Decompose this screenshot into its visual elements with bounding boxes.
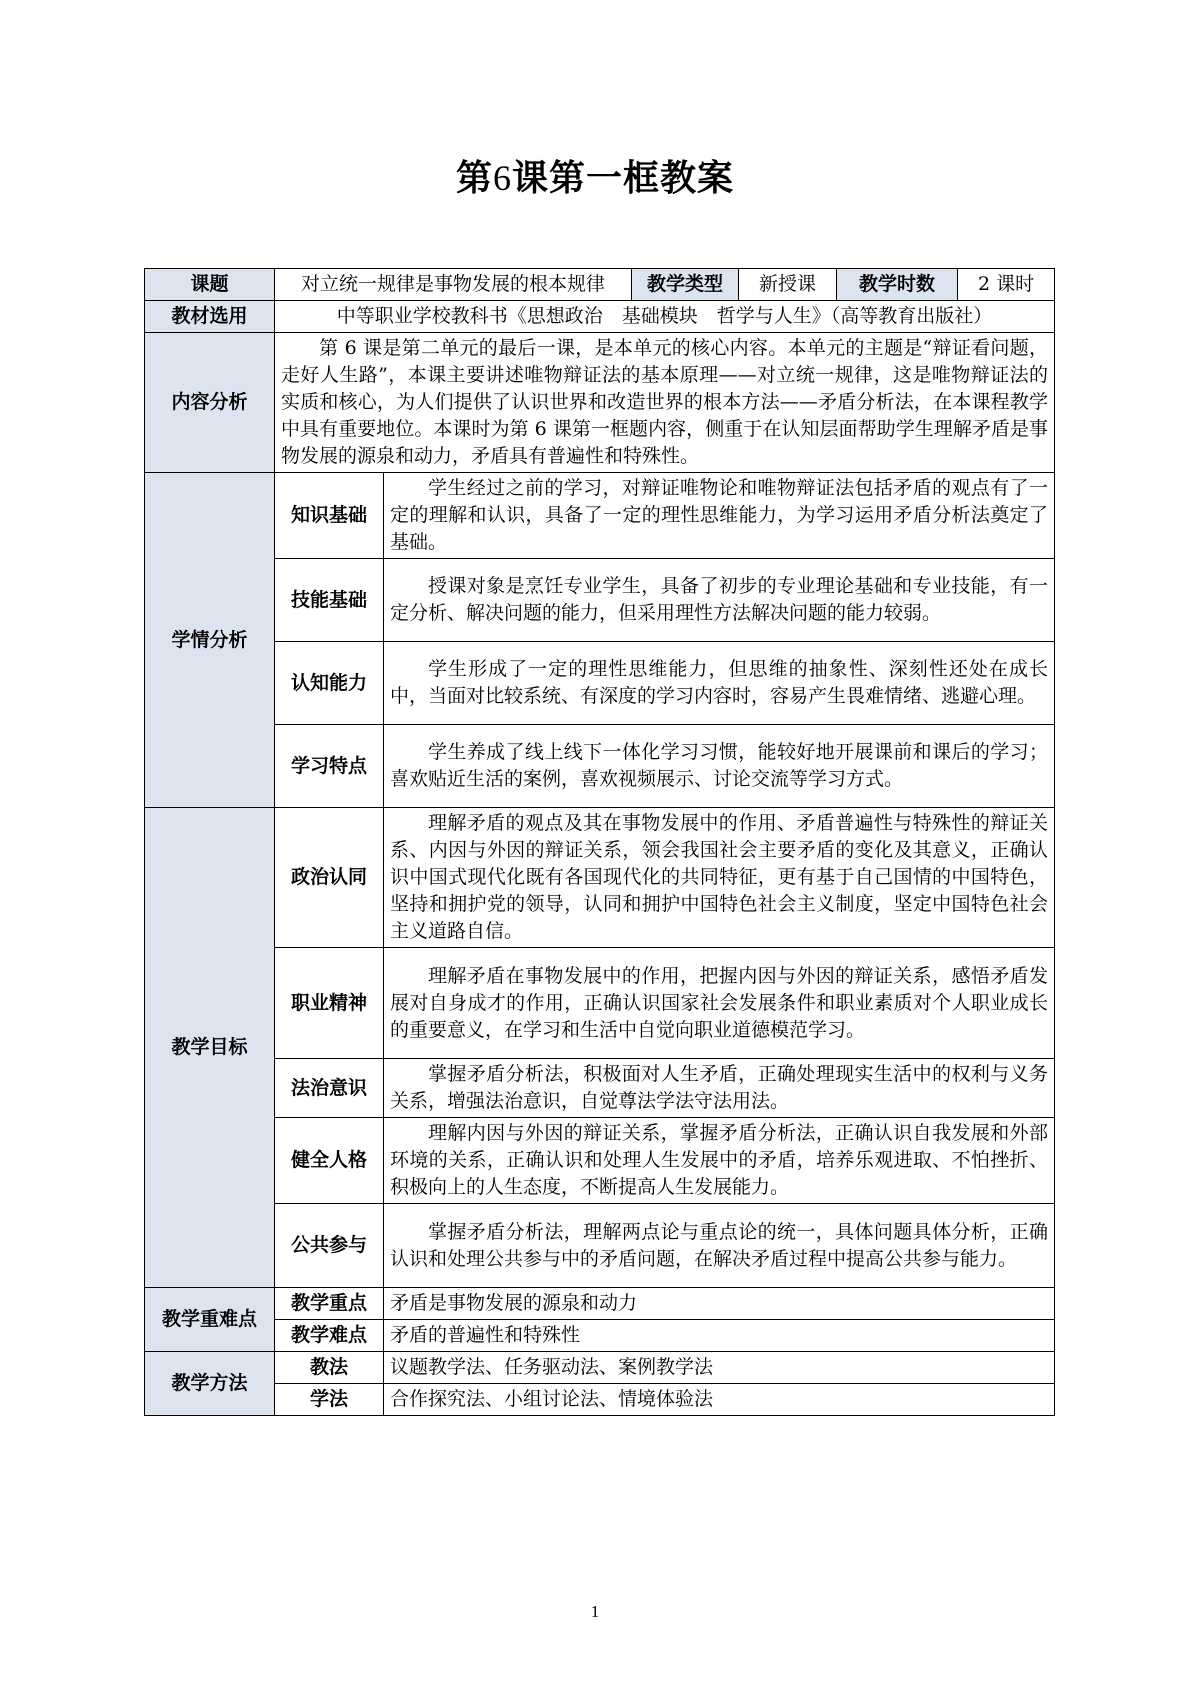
hours-label: 教学时数 [837,269,958,301]
page-number: 1 [590,1602,600,1621]
method-sub-text: 合作探究法、小组讨论法、情境体验法 [384,1384,1055,1416]
keypoint-sub-text: 矛盾的普遍性和特殊性 [384,1320,1055,1352]
goal-sub-text: 理解内因与外因的辩证关系，掌握矛盾分析法，正确认识自我发展和外部环境的关系，正确认识和处理人生发展中的矛盾，培养乐观进取、不怕挫折、积极向上的人生态度，不断提高人生发展能力。 [384,1118,1055,1204]
learner-row [145,473,1055,559]
learner-sub-label: 知识基础 [275,473,384,559]
learner-sub-text: 授课对象是烹饪专业学生，具备了初步的专业理论基础和专业技能，有一定分析、解决问题的能力，但采用理性方法解决问题的能力较弱。 [384,559,1055,642]
learner-row [145,642,1055,725]
method-row [145,1384,1055,1416]
keypoint-sub-label: 教学难点 [275,1320,384,1352]
title-number: 6 [493,158,512,198]
goal-sub-label: 政治认同 [275,808,384,948]
topic-value: 对立统一规律是事物发展的根本规律 [275,269,632,301]
goal-row [145,1059,1055,1118]
type-value: 新授课 [739,269,837,301]
learner-sub-label: 认知能力 [275,642,384,725]
lesson-plan-table [144,268,1055,1416]
topic-row [145,269,1055,301]
goal-sub-label: 法治意识 [275,1059,384,1118]
keypoint-row [145,1288,1055,1320]
method-sub-label: 教法 [275,1352,384,1384]
learner-row [145,559,1055,642]
goal-row [145,948,1055,1059]
keypoints-label: 教学重难点 [145,1288,275,1352]
keypoint-sub-text: 矛盾是事物发展的源泉和动力 [384,1288,1055,1320]
content-row [145,333,1055,473]
page-title [0,150,1190,201]
textbook-value: 中等职业学校教科书《思想政治 基础模块 哲学与人生》（高等教育出版社） [275,301,1055,333]
goal-sub-label: 职业精神 [275,948,384,1059]
content-value: 第 6 课是第二单元的最后一课，是本单元的核心内容。本单元的主题是“辩证看问题，走好人生路”，本课主要讲述唯物辩证法的基本原理——对立统一规律，这是唯物辩证法的实质和核心，为人们提供了认识世界和改造世界的根本方法——矛盾分析法，在本课程教学中具有重要地位。本课时为第 6 课第一框题内容，侧重于在认知层面帮助学生理解矛盾是事物发展的源泉和动力，矛盾具有普遍性和特殊性。 [275,333,1055,473]
method-sub-label: 学法 [275,1384,384,1416]
textbook-row [145,301,1055,333]
topic-label: 课题 [145,269,275,301]
learner-sub-label: 学习特点 [275,725,384,808]
method-sub-text: 议题教学法、任务驱动法、案例教学法 [384,1352,1055,1384]
learner-sub-text: 学生经过之前的学习，对辩证唯物论和唯物辩证法包括矛盾的观点有了一定的理解和认识，具备了一定的理性思维能力，为学习运用矛盾分析法奠定了基础。 [384,473,1055,559]
methods-label: 教学方法 [145,1352,275,1416]
keypoint-sub-label: 教学重点 [275,1288,384,1320]
title-prefix: 第 [455,158,493,199]
learner-sub-text: 学生养成了线上线下一体化学习习惯，能较好地开展课前和课后的学习；喜欢贴近生活的案例，喜欢视频展示、讨论交流等学习方式。 [384,725,1055,808]
type-label: 教学类型 [632,269,739,301]
goal-row [145,1204,1055,1288]
goal-sub-label: 公共参与 [275,1204,384,1288]
goal-sub-text: 掌握矛盾分析法，积极面对人生矛盾，正确处理现实生活中的权利与义务关系，增强法治意识，自觉尊法学法守法用法。 [384,1059,1055,1118]
goal-row [145,808,1055,948]
content-label: 内容分析 [145,333,275,473]
title-suffix: 课第一框教案 [512,158,735,199]
textbook-label: 教材选用 [145,301,275,333]
goal-row [145,1118,1055,1204]
hours-value: 2 课时 [958,269,1055,301]
method-row [145,1352,1055,1384]
learner-row [145,725,1055,808]
goal-sub-label: 健全人格 [275,1118,384,1204]
goal-sub-text: 理解矛盾在事物发展中的作用，把握内因与外因的辩证关系，感悟矛盾发展对自身成才的作用，正确认识国家社会发展条件和职业素质对个人职业成长的重要意义，在学习和生活中自觉向职业道德模范学习。 [384,948,1055,1059]
goals-label: 教学目标 [145,808,275,1288]
learner-sub-text: 学生形成了一定的理性思维能力，但思维的抽象性、深刻性还处在成长中，当面对比较系统、有深度的学习内容时，容易产生畏难情绪、逃避心理。 [384,642,1055,725]
learner-label: 学情分析 [145,473,275,808]
learner-sub-label: 技能基础 [275,559,384,642]
keypoint-row [145,1320,1055,1352]
goal-sub-text: 掌握矛盾分析法，理解两点论与重点论的统一，具体问题具体分析，正确认识和处理公共参与中的矛盾问题，在解决矛盾过程中提高公共参与能力。 [384,1204,1055,1288]
goal-sub-text: 理解矛盾的观点及其在事物发展中的作用、矛盾普遍性与特殊性的辩证关系、内因与外因的辩证关系，领会我国社会主要矛盾的变化及其意义，正确认识中国式现代化既有各国现代化的共同特征，更有基于自己国情的中国特色，坚持和拥护党的领导，认同和拥护中国特色社会主义制度，坚定中国特色社会主义道路自信。 [384,808,1055,948]
